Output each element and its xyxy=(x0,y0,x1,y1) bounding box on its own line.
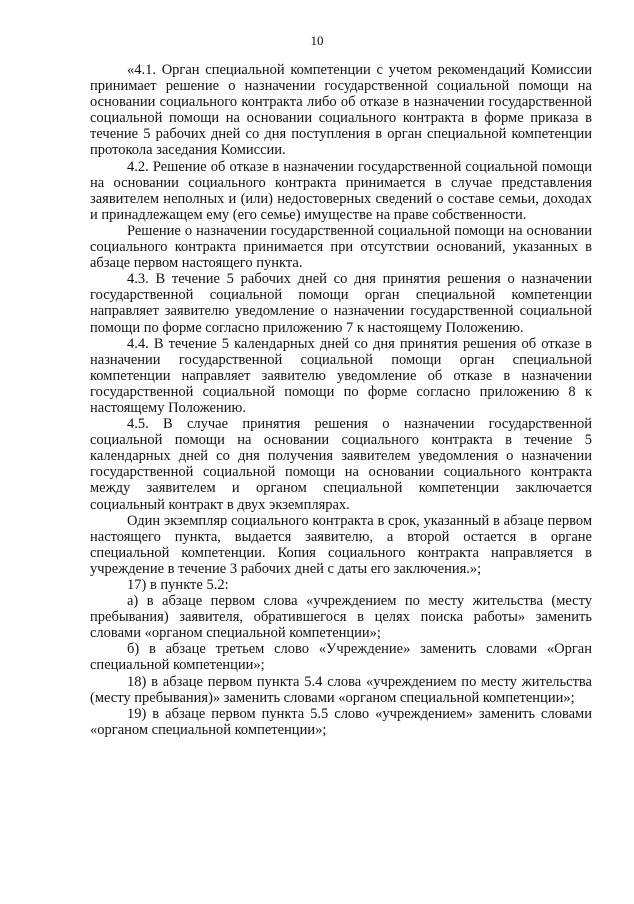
paragraph-4-5: 4.5. В случае принятия решения о назначении государственной социальной помощи на основании социального контракта в течение 5 календарных дней со дня получения заявителем уведомления о назначении государственной социальной помощи на основании социального контракта между заявителем и органом специальной компетенции заключается социальный контракт в двух экземплярах. xyxy=(90,416,592,513)
paragraph-item-19: 19) в абзаце первом пункта 5.5 слово «учреждением» заменить словами «органом специальной компетенции»; xyxy=(90,705,592,738)
paragraph-4-2: 4.2. Решение об отказе в назначении государственной социальной помощи на основании социального контракта принимается в случае представления заявителем неполных и (или) недостоверных сведений о составе семьи, доходах и принадлежащем ему (его семье) имуществе на праве собственности. xyxy=(90,158,592,223)
page-number: 10 xyxy=(310,33,324,48)
paragraph-copy: Один экземпляр социального контракта в срок, указанный в абзаце первом настоящего пункта, выдается заявителю, а второй остается в органе специальной компетенции. Копия социального контракта направляется в учреждение в течение 3 рабочих дней с даты его заключения.»; xyxy=(90,512,592,577)
paragraph-item-17a: а) в абзаце первом слова «учреждением по месту жительства (месту пребывания) заявителя, обратившегося в целях поиска работы» заменить словами «органом специальной компетенции»; xyxy=(90,593,592,642)
paragraph-4-3: 4.3. В течение 5 рабочих дней со дня принятия решения о назначении государственной социальной помощи орган специальной компетенции направляет заявителю уведомление о назначении государственной социальной помощи по форме согласно приложению 7 к настоящему Положению. xyxy=(90,271,592,336)
paragraph-4-1: «4.1. Орган специальной компетенции с учетом рекомендаций Комиссии принимает решение о назначении государственной социальной помощи на основании социального контракта либо об отказе в назначении государственной социальной помощи на основании социального контракта в форме приказа в течение 5 рабочих дней со дня поступления в орган специальной компетенции протокола заседания Комиссии. xyxy=(90,62,592,159)
paragraph-item-17b: б) в абзаце третьем слово «Учреждение» заменить словами «Орган специальной компетенции»; xyxy=(90,641,592,674)
paragraph-item-18: 18) в абзаце первом пункта 5.4 слова «учреждением по месту жительства (месту пребывания)» заменить словами «органом специальной компетенции»; xyxy=(90,673,592,706)
paragraph-4-4: 4.4. В течение 5 календарных дней со дня принятия решения об отказе в назначении государственной социальной помощи орган специальной компетенции направляет заявителю уведомление об отказе в назначении государственной социальной помощи по форме согласно приложению 8 к настоящему Положению. xyxy=(90,335,592,416)
paragraph-decision: Решение о назначении государственной социальной помощи на основании социального контракта принимается при отсутствии оснований, указанных в абзаце первом настоящего пункта. xyxy=(90,222,592,272)
document-body xyxy=(90,62,592,738)
paragraph-item-17: 17) в пункте 5.2: xyxy=(127,577,229,593)
